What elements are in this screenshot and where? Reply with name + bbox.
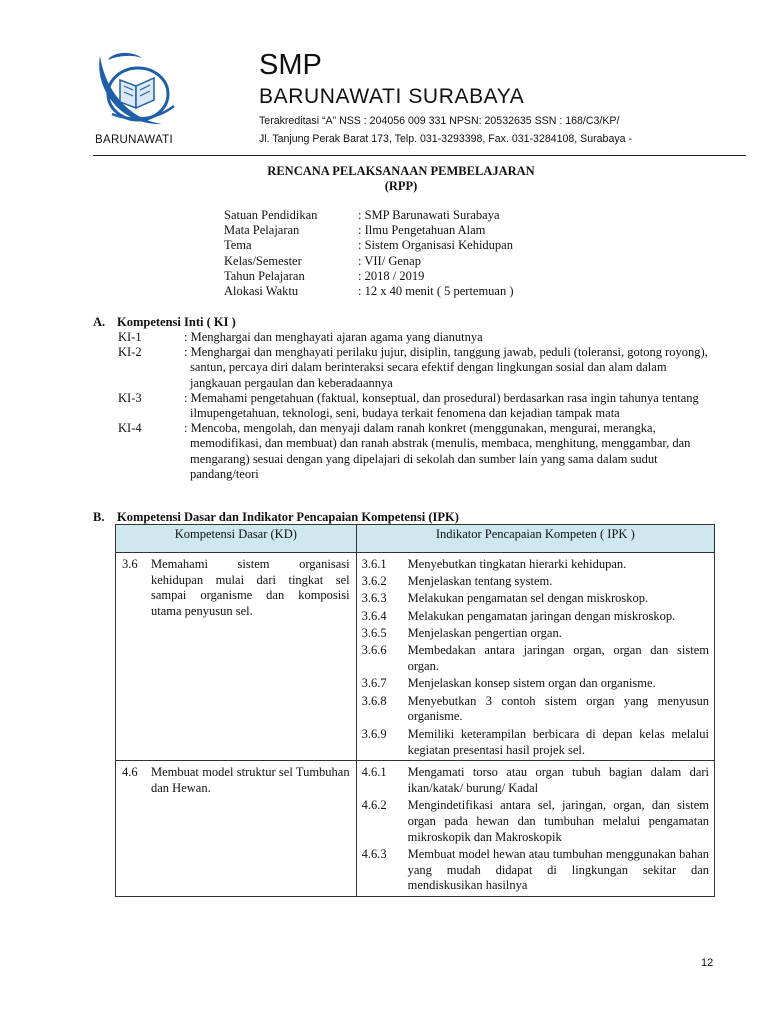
info-label: Alokasi Waktu (224, 284, 299, 299)
ipk-item (357, 798, 714, 845)
ipk-item (357, 557, 714, 573)
section-title: Kompetensi Inti ( KI ) (117, 315, 236, 329)
info-label: Tahun Pelajaran (224, 268, 305, 283)
kd-code: 3.6 (122, 556, 138, 571)
document-title: RENCANA PELAKSANAAN PEMBELAJARAN (267, 164, 535, 178)
info-row (224, 284, 514, 299)
ipk-text: Memiliki keterampilan berbicara di depan kelas melalui kegiatan presentasi hasil projek sel. (407, 726, 709, 757)
info-row (224, 208, 514, 223)
info-value: : 2018 / 2019 (358, 268, 425, 283)
ki-list (118, 330, 718, 482)
ki-text: : Menghargai dan menghayati ajaran agama yang dianutnya (184, 330, 483, 344)
table-header-row (116, 525, 715, 553)
ipk-text: Mengamati torso atau organ tubuh bagian dalam dari ikan/katak/ burung/ Kadal (407, 764, 709, 795)
section-a-heading (93, 315, 236, 330)
address-line: Jl. Tanjung Perak Barat 173, Telp. 031-3293398, Fax. 031-3284108, Surabaya - (259, 133, 632, 145)
info-block (224, 208, 514, 299)
ipk-item (357, 727, 714, 759)
ipk-code: 4.6.3 (361, 846, 387, 861)
info-label: Kelas/Semester (224, 253, 302, 268)
ki-text: : Memahami pengetahuan (faktual, konseptual, dan prosedural) berdasarkan rasa ingin tahunya tentang ilmupengetahuan, teknologi, seni, budaya terkait fenomena dan kejadian tampak mata (184, 390, 699, 421)
column-header-ipk: Indikator Pencapaian Kompeten ( IPK ) (356, 525, 714, 553)
kd-ipk-table (115, 524, 715, 897)
ipk-item (357, 591, 714, 607)
header-divider (93, 155, 746, 156)
ipk-code: 3.6.8 (361, 693, 387, 708)
logo-caption: BARUNAWATI (95, 134, 173, 146)
ipk-code: 4.6.2 (361, 797, 387, 812)
barunawati-logo-icon (92, 50, 192, 130)
section-b-heading (93, 510, 459, 525)
info-row (224, 223, 514, 238)
ipk-code: 3.6.6 (361, 643, 387, 658)
info-label: Satuan Pendidikan (224, 208, 318, 222)
ipk-text: Menjelaskan konsep sistem organ dan organisme. (407, 676, 656, 691)
section-letter: B. (93, 510, 105, 524)
ipk-text: Menyebutkan 3 contoh sistem organ yang menyusun organisme. (407, 693, 709, 724)
info-value: : VII/ Genap (358, 253, 421, 268)
info-value: : Ilmu Pengetahuan Alam (358, 223, 486, 238)
ipk-code: 3.6.2 (361, 574, 387, 589)
document-subtitle: (RPP) (384, 179, 418, 193)
ki-code: KI-1 (118, 330, 142, 344)
ipk-text: Melakukan pengamatan jaringan dengan miskroskop. (407, 608, 676, 623)
kd-cell (116, 760, 357, 896)
info-label: Mata Pelajaran (224, 223, 300, 238)
info-row (224, 238, 514, 253)
school-name: BARUNAWATI SURABAYA (259, 85, 525, 108)
kd-text: Membuat model struktur sel Tumbuhan dan Hewan. (151, 764, 350, 795)
accreditation-line: Terakreditasi “A” NSS : 204056 009 331 NPSN: 20532635 SSN : 168/C3/KP/ (259, 115, 620, 127)
ipk-item (357, 694, 714, 726)
ipk-code: 4.6.1 (361, 764, 387, 779)
info-value: : SMP Barunawati Surabaya (358, 208, 500, 222)
ipk-code: 3.6.4 (361, 608, 387, 623)
column-header-kd: Kompetensi Dasar (KD) (116, 525, 357, 553)
ipk-text: Membedakan antara jaringan organ, organ dan sistem organ. (407, 643, 709, 674)
ipk-text: Menyebutkan tingkatan hierarki kehidupan. (407, 556, 627, 571)
ipk-item (357, 847, 714, 894)
ipk-item (357, 676, 714, 692)
ki-item (118, 330, 718, 345)
ipk-item (357, 609, 714, 625)
ki-item (118, 391, 718, 421)
table-row (116, 760, 715, 896)
page-number: 12 (701, 957, 714, 969)
info-row (224, 254, 514, 269)
ipk-text: Menjelaskan tentang system. (407, 574, 553, 589)
ipk-text: Membuat model hewan atau tumbuhan menggunakan bahan yang mudah didapat di lingkungan sekitar dan mendiskusikan hasilnya (407, 846, 709, 893)
ipk-code: 3.6.3 (361, 591, 387, 606)
ipk-item (357, 765, 714, 797)
ki-text: : Mencoba, mengolah, dan menyaji dalam ranah konkret (menggunakan, mengurai, merangka, memodifikasi, dan membuat) dan ranah abstrak (menulis, membaca, menghitung, menggambar, dan mengarang) sesuai dengan yang dipelajari di sekolah dan sumber lain yang sama dalam sudut pandang/teori (184, 421, 691, 481)
section-title: Kompetensi Dasar dan Indikator Pencapaian Kompetensi (IPK) (117, 510, 459, 524)
ipk-code: 3.6.9 (361, 726, 387, 741)
kd-cell (116, 552, 357, 760)
ki-code: KI-3 (118, 390, 142, 405)
ipk-item (357, 574, 714, 590)
kd-code: 4.6 (122, 764, 138, 779)
ki-item (118, 421, 718, 482)
info-value: : 12 x 40 menit ( 5 pertemuan ) (358, 284, 514, 299)
ipk-text: Melakukan pengamatan sel dengan miskroskop. (407, 591, 649, 606)
ki-text: : Menghargai dan menghayati perilaku jujur, disiplin, tanggung jawab, peduli (toleransi, gotong royong), santun, percaya diri dalam berinteraksi secara efektif dengan lingkungan sosial dan alam dalam jangkauan pergaulan dan keberadaannya (184, 345, 708, 390)
ipk-text: Mengindetifikasi antara sel, jaringan, organ, dan sistem organ pada hewan dan tumbuhan melalui pengamatan mikroskopik dan Makroskopik (407, 797, 709, 844)
table-row (116, 552, 715, 760)
ipk-item (357, 626, 714, 642)
ipk-code: 3.6.5 (361, 625, 387, 640)
ipk-code: 3.6.1 (361, 556, 387, 571)
ipk-item (357, 643, 714, 675)
info-row (224, 269, 514, 284)
info-label: Tema (224, 238, 252, 253)
section-letter: A. (93, 315, 106, 329)
ipk-text: Menjelaskan pengertian organ. (407, 625, 562, 640)
ipk-code: 3.6.7 (361, 676, 387, 691)
ipk-cell (356, 760, 714, 896)
kd-text: Memahami sistem organisasi kehidupan mulai dari tingkat sel sampai organisme dan komposisi utama penyusun sel. (151, 556, 350, 619)
ki-code: KI-4 (118, 421, 142, 436)
school-type: SMP (259, 49, 322, 81)
ki-code: KI-2 (118, 345, 142, 360)
info-value: : Sistem Organisasi Kehidupan (358, 238, 513, 253)
ki-item (118, 345, 718, 391)
ipk-cell (356, 552, 714, 760)
